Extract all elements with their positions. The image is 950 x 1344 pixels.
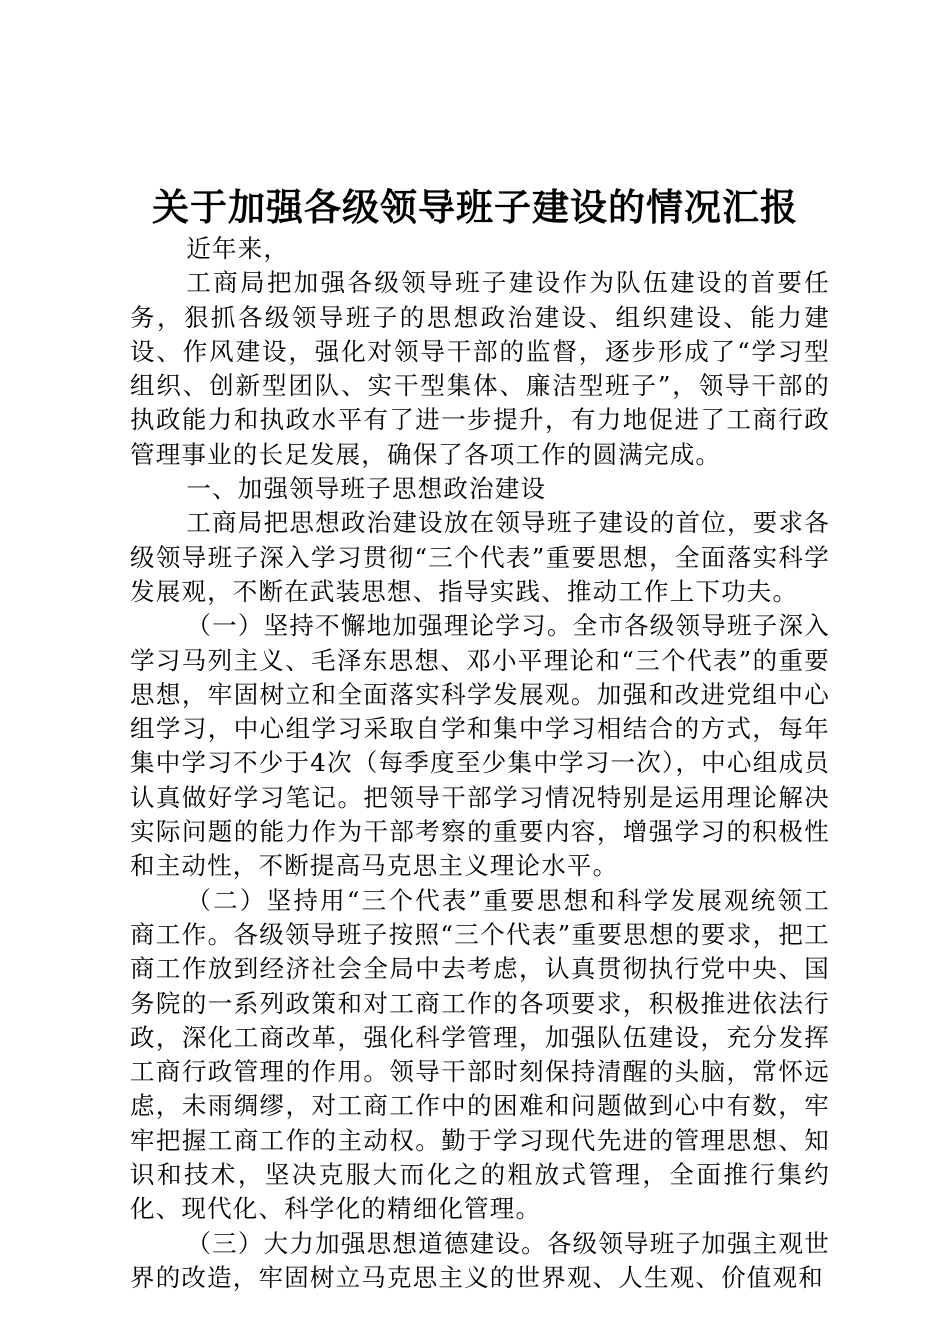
paragraph-item-3: （三）大力加强思想道德建设。各级领导班子加强主观世界的改造，牢固树立马克思主义的世界观、人生观、价值观和 bbox=[130, 1228, 830, 1292]
paragraph-overview: 工商局把加强各级领导班子建设作为队伍建设的首要任务，狠抓各级领导班子的思想政治建设、组织建设、能力建设、作风建设，强化对领导干部的监督，逐步形成了“学习型组织、创新型团队、实干型集体、廉洁型班子”，领导干部的执政能力和执政水平有了进一步提升，有力地促进了工商行政管理事业的长足发展，确保了各项工作的圆满完成。 bbox=[130, 268, 830, 469]
paragraph-item-1: （一）坚持不懈地加强理论学习。全市各级领导班子深入学习马列主义、毛泽东思想、邓小平理论和“三个代表”的重要思想，牢固树立和全面落实科学发展观。加强和改进党组中心组学习，中心组学习采取自学和集中学习相结合的方式，每年集中学习不少于4次（每季度至少集中学习一次），中心组成员认真做好学习笔记。把领导干部学习情况特别是运用理论解决实际问题的能力作为干部考察的重要内容，增强学习的积极性和主动性，不断提高马克思主义理论水平。 bbox=[130, 611, 830, 881]
section-heading-1: 一、加强领导班子思想政治建设 bbox=[186, 474, 547, 504]
paragraph-intro: 近年来， bbox=[186, 234, 290, 263]
paragraph-item-2: （二）坚持用“三个代表”重要思想和科学发展观统领工商工作。各级领导班子按照“三个代表”重要思想的要求，把工商工作放到经济社会全局中去考虑，认真贯彻执行党中央、国务院的一系列政策和对工商工作的各项要求，积极推进依法行政，深化工商改革，强化科学管理，加强队伍建设，充分发挥工商行政管理的作用。领导干部时刻保持清醒的头脑，常怀远虑，未雨绸缪，对工商工作中的困难和问题做到心中有数，牢牢把握工商工作的主动权。勤于学习现代先进的管理思想、知识和技术，坚决克服大而化之的粗放式管理，全面推行集约化、现代化、科学化的精细化管理。 bbox=[130, 885, 830, 1224]
document-title: 关于加强各级领导班子建设的情况汇报 bbox=[152, 186, 798, 229]
document-body bbox=[130, 232, 830, 1295]
paragraph-section-1-intro: 工商局把思想政治建设放在领导班子建设的首位，要求各级领导班子深入学习贯彻“三个代表”重要思想，全面落实科学发展观，不断在武装思想、指导实践、推动工作上下功夫。 bbox=[130, 508, 830, 606]
